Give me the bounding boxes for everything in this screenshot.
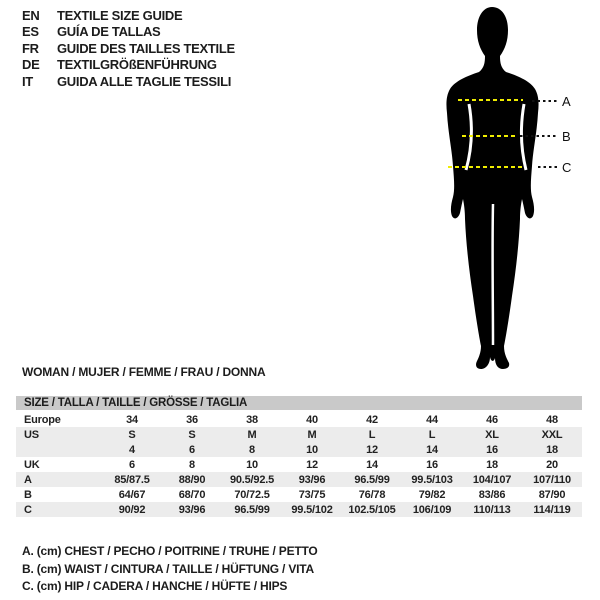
size-cell: 99.5/103 [402, 472, 462, 487]
size-cell: 18 [486, 458, 498, 471]
language-list [22, 7, 235, 90]
size-table-row [16, 411, 582, 427]
language-label: GUIDA ALLE TAGLIE TESSILI [57, 73, 232, 89]
row-label: UK [24, 458, 40, 471]
waist-marker-label: B [562, 129, 571, 144]
size-cell: 40 [306, 413, 318, 426]
size-cell: 34 [126, 413, 138, 426]
row-label: C [16, 502, 102, 517]
size-cell: 18 [522, 442, 582, 457]
size-cell: 96.5/99 [222, 502, 282, 517]
language-row [22, 40, 235, 57]
size-cell: 96.5/99 [342, 472, 402, 487]
size-table-row [16, 502, 582, 517]
language-row [22, 73, 235, 90]
row-label: A [16, 472, 102, 487]
size-cell: 8 [189, 458, 195, 471]
size-cell: 44 [426, 413, 438, 426]
size-cell: 12 [342, 442, 402, 457]
size-cell: 6 [129, 458, 135, 471]
size-table-row [16, 442, 582, 457]
size-table-row [16, 487, 582, 502]
size-table-body [16, 411, 582, 517]
size-cell: 4 [102, 442, 162, 457]
row-label: US [16, 427, 102, 442]
language-row [22, 7, 235, 24]
size-table [16, 396, 582, 517]
size-cell: 76/78 [358, 488, 386, 501]
language-code: ES [22, 24, 39, 40]
language-row [22, 24, 235, 41]
size-cell: L [342, 427, 402, 442]
size-cell: 64/67 [118, 488, 146, 501]
language-label: GUÍA DE TALLAS [57, 24, 161, 40]
size-cell: 99.5/102 [282, 502, 342, 517]
size-cell: 110/113 [462, 502, 522, 517]
size-cell: 20 [546, 458, 558, 471]
language-code: DE [22, 57, 40, 73]
hip-marker-label: C [562, 160, 572, 175]
size-cell: 14 [402, 442, 462, 457]
language-code: IT [22, 73, 33, 89]
size-cell: 73/75 [298, 488, 326, 501]
woman-silhouette-figure [420, 0, 600, 375]
language-label: TEXTILGRÖßENFÜHRUNG [57, 57, 217, 73]
size-cell: L [402, 427, 462, 442]
size-table-header-row [16, 396, 582, 411]
size-table-row [16, 457, 582, 472]
row-label [16, 442, 102, 457]
size-cell: M [282, 427, 342, 442]
row-label: B [24, 488, 32, 501]
size-cell: 10 [282, 442, 342, 457]
size-cell: 79/82 [418, 488, 446, 501]
size-cell: 93/96 [282, 472, 342, 487]
section-title: WOMAN / MUJER / FEMME / FRAU / DONNA [22, 365, 266, 379]
size-cell: 42 [366, 413, 378, 426]
size-cell: 46 [486, 413, 498, 426]
size-table-row [16, 427, 582, 442]
language-code: FR [22, 40, 39, 56]
size-cell: 90.5/92.5 [222, 472, 282, 487]
size-cell: XXL [522, 427, 582, 442]
legend-line: C. (cm) HIP / CADERA / HANCHE / HÜFTE / HIPS [22, 579, 288, 593]
size-cell: 12 [306, 458, 318, 471]
size-cell: 68/70 [178, 488, 206, 501]
size-cell: 10 [246, 458, 258, 471]
size-cell: 107/110 [522, 472, 582, 487]
size-cell: 16 [462, 442, 522, 457]
size-cell: 85/87.5 [102, 472, 162, 487]
legend-line: B. (cm) WAIST / CINTURA / TAILLE / HÜFTUNG / VITA [22, 561, 314, 576]
language-row [22, 57, 235, 74]
language-code: EN [22, 7, 40, 23]
chest-marker-label: A [562, 94, 571, 109]
size-cell: 88/90 [162, 472, 222, 487]
size-table-row [16, 472, 582, 487]
size-cell: 70/72.5 [234, 488, 270, 501]
language-label: GUIDE DES TAILLES TEXTILE [57, 40, 235, 56]
size-cell: 6 [162, 442, 222, 457]
measurement-legend [22, 543, 318, 596]
size-cell: 8 [222, 442, 282, 457]
size-cell: 38 [246, 413, 258, 426]
size-cell: 90/92 [102, 502, 162, 517]
size-cell: 36 [186, 413, 198, 426]
size-cell: S [162, 427, 222, 442]
size-table-header: SIZE / TALLA / TAILLE / GRÖSSE / TAGLIA [16, 396, 582, 411]
size-cell: S [102, 427, 162, 442]
size-cell: 14 [366, 458, 378, 471]
row-label: Europe [24, 413, 61, 426]
size-cell: 16 [426, 458, 438, 471]
size-cell: 102.5/105 [342, 502, 402, 517]
size-cell: 104/107 [462, 472, 522, 487]
size-cell: 106/109 [402, 502, 462, 517]
size-cell: 83/86 [478, 488, 506, 501]
size-cell: XL [462, 427, 522, 442]
legend-line: A. (cm) CHEST / PECHO / POITRINE / TRUHE / PETTO [22, 544, 318, 558]
language-label: TEXTILE SIZE GUIDE [57, 7, 183, 23]
size-cell: 48 [546, 413, 558, 426]
size-cell: 114/119 [522, 502, 582, 517]
size-cell: 87/90 [538, 488, 566, 501]
size-cell: M [222, 427, 282, 442]
size-cell: 93/96 [162, 502, 222, 517]
